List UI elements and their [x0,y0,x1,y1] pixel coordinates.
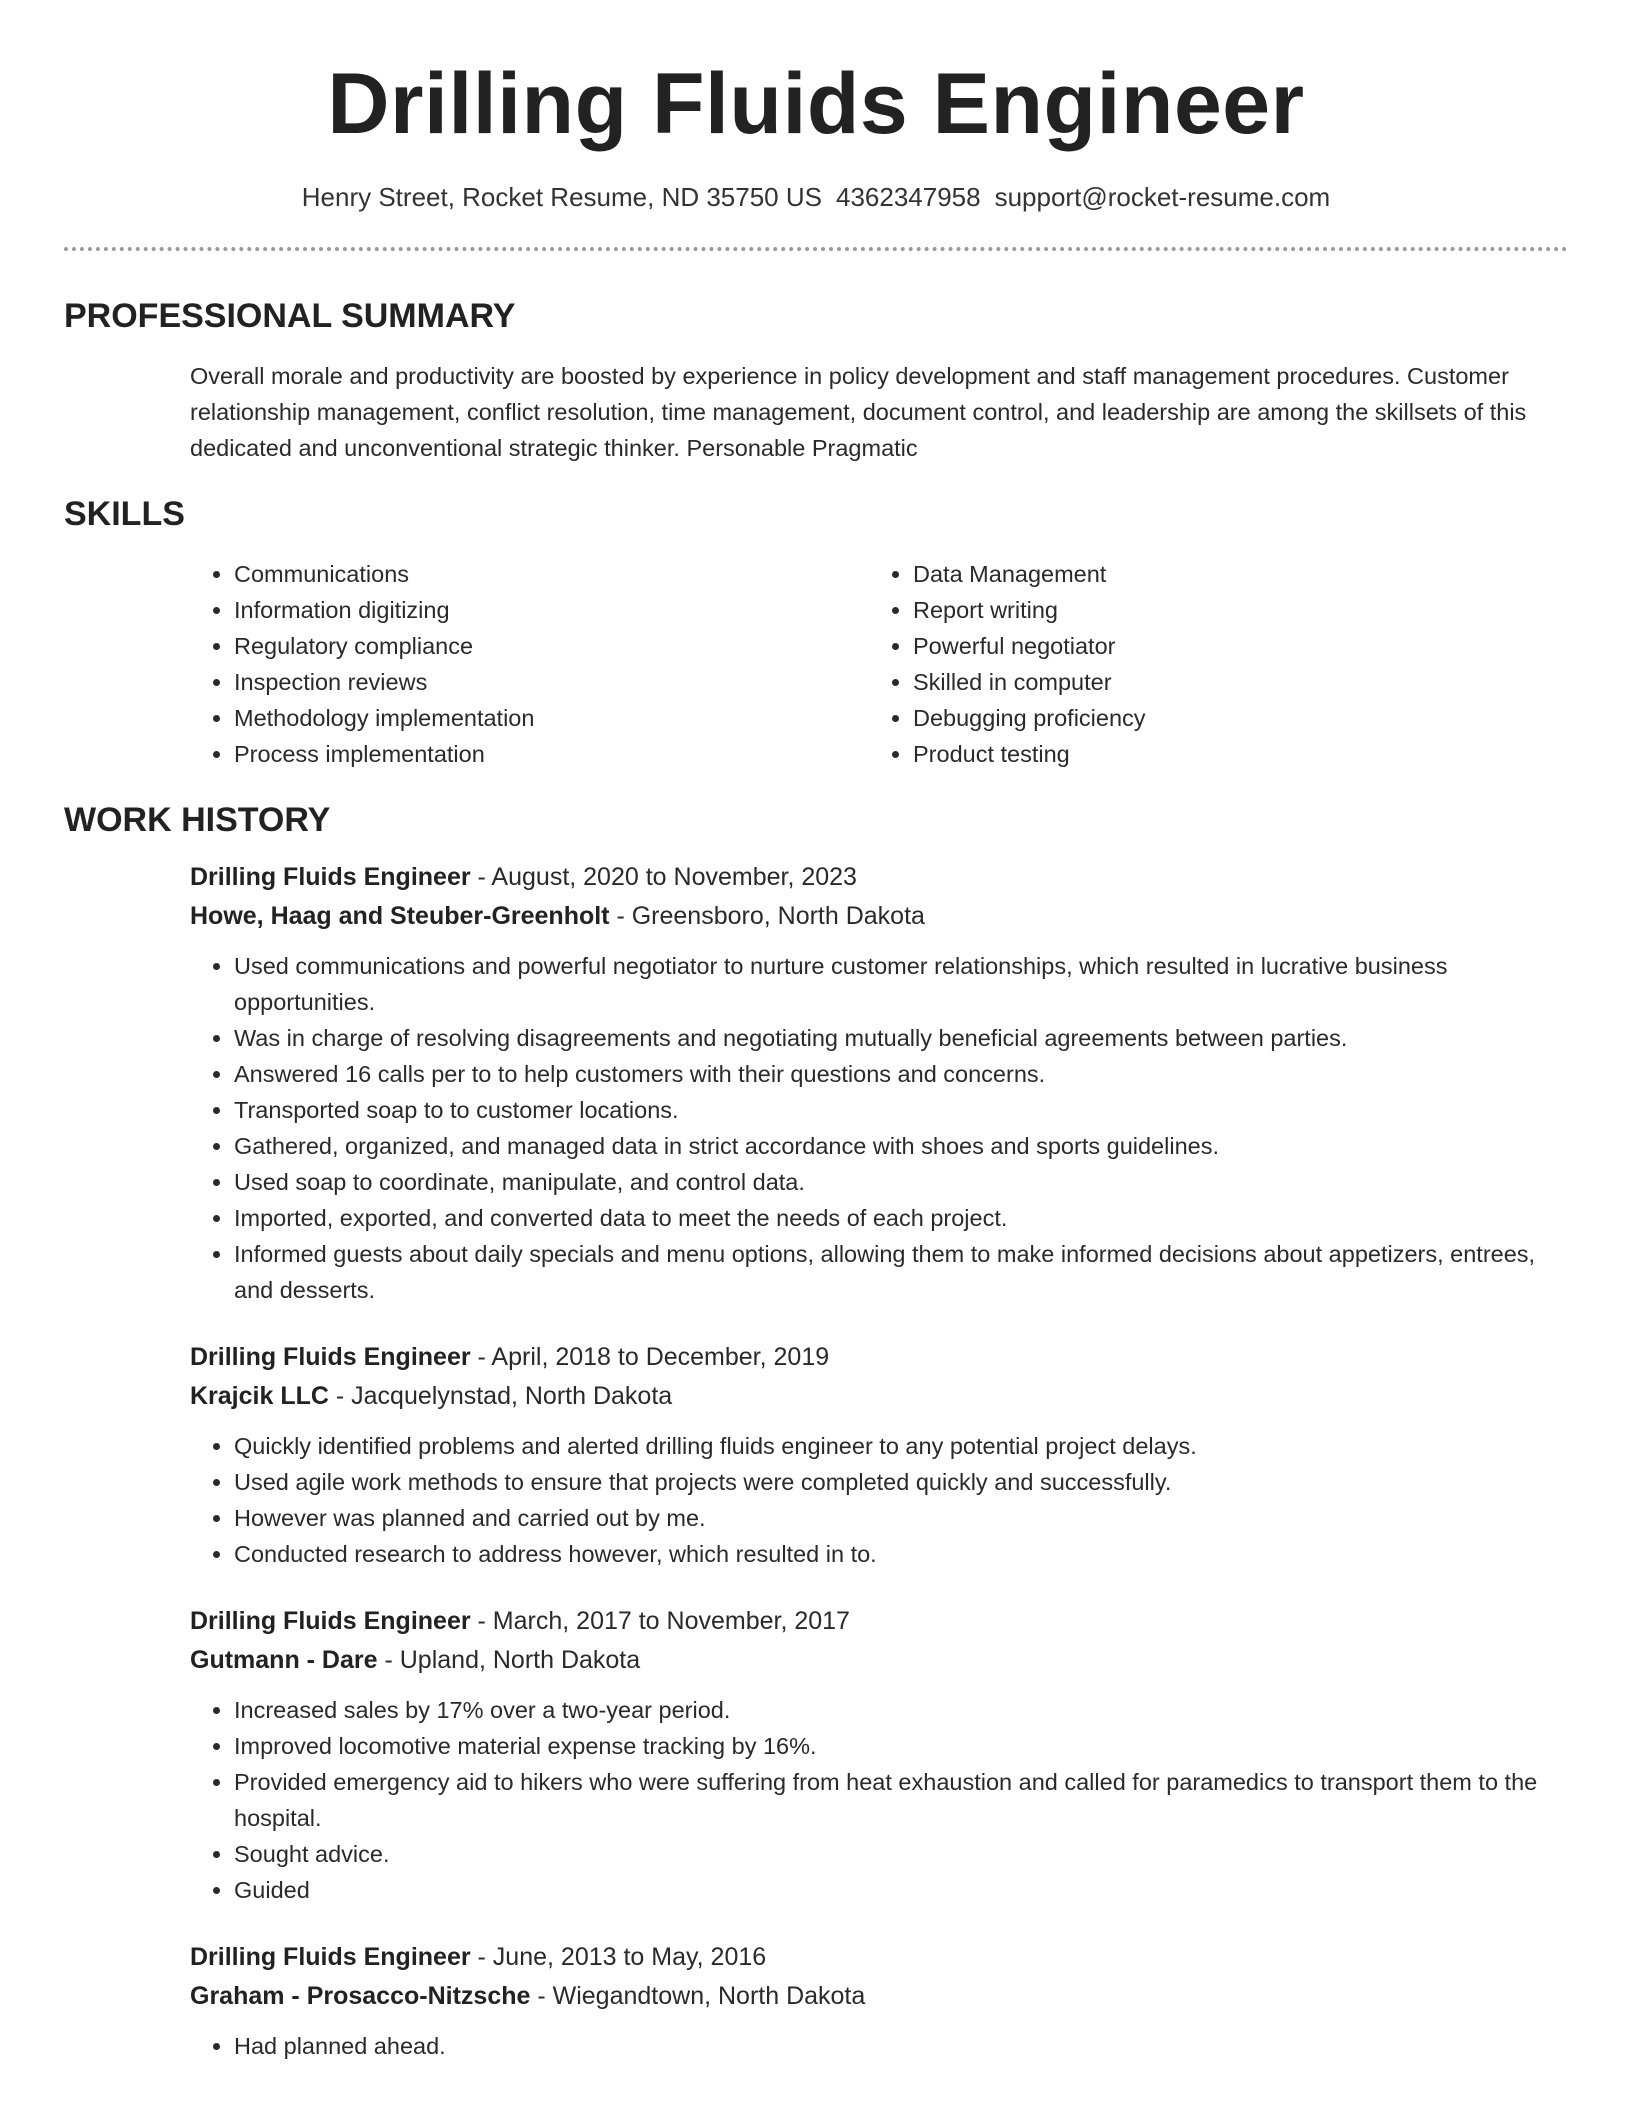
job-company-line [190,1377,1568,1416]
job-company-line [190,1641,1568,1680]
skill-item: • Debugging proficiency [913,700,1146,736]
skills-column-right [869,556,1146,772]
job-bullet: • Used agile work methods to ensure that projects were completed quickly and successfully. [234,1464,1568,1500]
job-company: Howe, Haag and Steuber-Greenholt [190,902,610,930]
job-title-line [190,1938,1568,1977]
contact-address: Henry Street, Rocket Resume, ND 35750 US [301,182,822,212]
skill-item: • Information digitizing [234,592,869,628]
job-role: Drilling Fluids Engineer [190,863,471,891]
skill-item: • Powerful negotiator [913,628,1146,664]
job-company-line [190,1977,1568,2016]
job-dates: - April, 2018 to December, 2019 [470,1343,830,1371]
job-title-line [190,858,1568,897]
job-role: Drilling Fluids Engineer [190,1343,471,1371]
job-title-line [190,1338,1568,1377]
job-company-line [190,897,1568,936]
job-role: Drilling Fluids Engineer [190,1607,471,1635]
job-bullet: • Had planned ahead. [234,2028,1568,2064]
job-dates: - June, 2013 to May, 2016 [470,1943,767,1971]
skill-item: • Process implementation [234,736,869,772]
skill-item: • Inspection reviews [234,664,869,700]
job-dates: - August, 2020 to November, 2023 [470,863,857,891]
skill-item: • Data Management [913,556,1146,592]
job-bullets [190,1428,1568,1572]
job-bullet: • Improved locomotive material expense tracking by 16%. [234,1728,1568,1764]
skill-item: • Skilled in computer [913,664,1146,700]
contact-email: support@rocket-resume.com [994,182,1331,212]
job-bullet: • Sought advice. [234,1836,1568,1872]
job-bullet: • Increased sales by 17% over a two-year period. [234,1692,1568,1728]
job-bullet: • Informed guests about daily specials and menu options, allowing them to make informed decisions about appetizers, entrees, and desserts. [234,1236,1568,1308]
job-bullets [190,948,1568,1308]
contact-line [64,180,1568,214]
summary-text: Overall morale and productivity are boosted by experience in policy development and staff management procedures. Customer relationship management, conflict resolution, time management, document control, and leadership are among the skillsets of this dedicated and unconventional strategic thinker. Personable Pragmatic [190,363,1527,461]
job-bullet: • Conducted research to address however, which resulted in to. [234,1536,1568,1572]
skills-column-left [190,556,869,772]
job-dates: - March, 2017 to November, 2017 [470,1607,850,1635]
job-company: Graham - Prosacco-Nitzsche [190,1982,531,2010]
job-bullet: • However was planned and carried out by me. [234,1500,1568,1536]
job-bullet: • Transported soap to to customer locations. [234,1092,1568,1128]
job-bullet: • Provided emergency aid to hikers who were suffering from heat exhaustion and called for paramedics to transport them to the hospital. [234,1764,1568,1836]
header-divider [64,247,1568,251]
job-entry [190,1602,1568,1908]
summary-heading: PROFESSIONAL SUMMARY [64,297,516,335]
resume-name: Drilling Fluids Engineer [327,56,1305,152]
job-location: - Upland, North Dakota [377,1646,641,1674]
skill-item: • Report writing [913,592,1146,628]
job-bullets [190,2028,1568,2064]
job-title-line [190,1602,1568,1641]
job-location: - Wiegandtown, North Dakota [530,1982,866,2010]
job-entry [190,858,1568,1308]
job-bullet: • Guided [234,1872,1568,1908]
skill-item: • Communications [234,556,869,592]
skills-heading: SKILLS [64,495,185,533]
job-role: Drilling Fluids Engineer [190,1943,471,1971]
job-company: Krajcik LLC [190,1382,329,1410]
job-location: - Jacquelynstad, North Dakota [328,1382,673,1410]
job-bullet: • Quickly identified problems and alerted drilling fluids engineer to any potential project delays. [234,1428,1568,1464]
job-bullet: • Was in charge of resolving disagreements and negotiating mutually beneficial agreements between parties. [234,1020,1568,1056]
job-entry [190,1938,1568,2064]
job-bullet: • Imported, exported, and converted data to meet the needs of each project. [234,1200,1568,1236]
job-entry [190,1338,1568,1572]
job-company: Gutmann - Dare [190,1646,378,1674]
job-bullet: • Answered 16 calls per to to help customers with their questions and concerns. [234,1056,1568,1092]
job-bullet: • Used communications and powerful negotiator to nurture customer relationships, which resulted in lucrative business opportunities. [234,948,1568,1020]
skills-list [190,556,1568,772]
work-history-heading: WORK HISTORY [64,801,331,839]
job-bullets [190,1692,1568,1908]
job-bullet: • Used soap to coordinate, manipulate, and control data. [234,1164,1568,1200]
skill-item: • Regulatory compliance [234,628,869,664]
job-bullet: • Gathered, organized, and managed data in strict accordance with shoes and sports guidelines. [234,1128,1568,1164]
contact-phone: 4362347958 [835,182,981,212]
job-location: - Greensboro, North Dakota [609,902,925,930]
skill-item: • Product testing [913,736,1146,772]
skill-item: • Methodology implementation [234,700,869,736]
